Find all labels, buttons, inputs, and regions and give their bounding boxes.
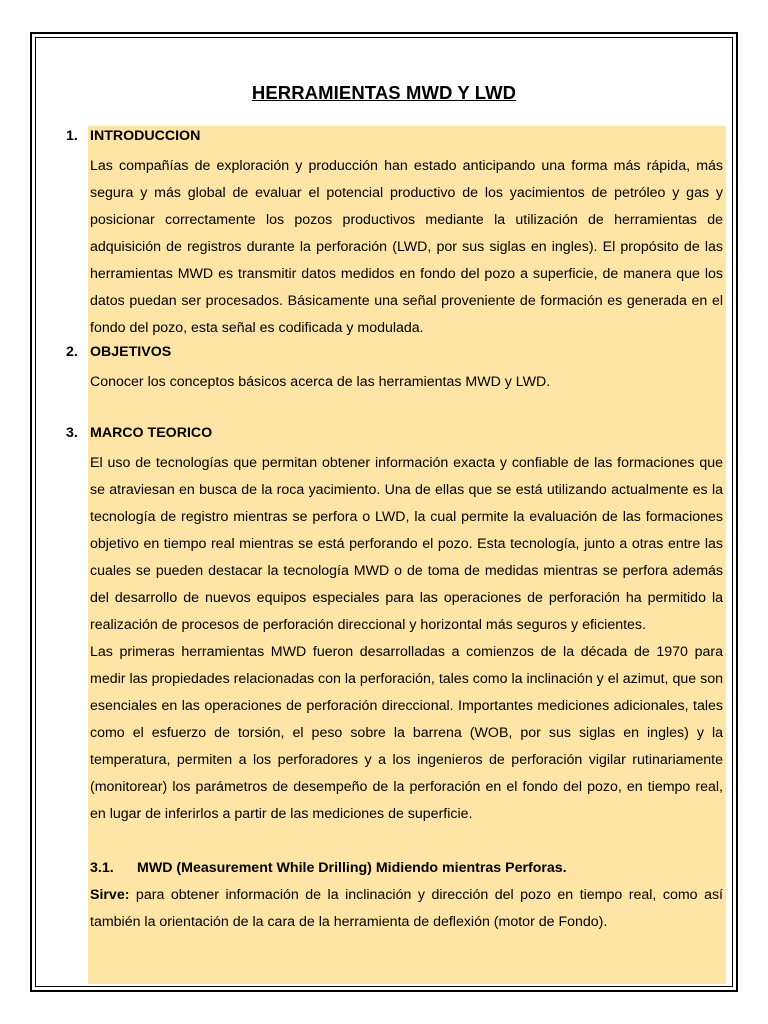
spacer — [66, 396, 723, 423]
section-heading-marco-teorico — [66, 423, 723, 450]
section-title: INTRODUCCION — [90, 128, 201, 144]
paragraph: Conocer los conceptos básicos acerca de las herramientas MWD y LWD. — [90, 374, 551, 390]
subsection-title: MWD (Measurement While Drilling) Midiendo mientras Perforas. — [137, 860, 567, 876]
section-heading-introduccion — [66, 126, 723, 153]
document-title: HERRAMIENTAS MWD Y LWD — [251, 82, 517, 103]
section-body-objetivos — [90, 369, 723, 396]
subsection-number: 3.1. — [90, 860, 114, 876]
lead-label: Sirve: — [90, 887, 130, 903]
section-title: OBJETIVOS — [90, 344, 172, 360]
paragraph: El uso de tecnologías que permitan obtener información exacta y confiable de las formaciones que se atraviesan en busca de la roca yacimiento. Una de ellas que se está utilizando actualmente es la tecnología de registro mientras se perfora o LWD, la cual permite la evaluación de las formaciones objetivo en tiempo real mientras se está perforando el pozo. Esta tecnología, junto a otras entre las cuales se pueden destacar la tecnología MWD o de toma de medidas mientras se perfora además del desarrollo de nuevos equipos especiales para las operaciones de perforación ha permitido la realización de procesos de perforación direccional y horizontal más seguros y eficientes. — [90, 455, 723, 633]
section-title: MARCO TEORICO — [90, 425, 213, 441]
section-number: 1. — [66, 128, 78, 144]
section-heading-objetivos — [66, 342, 723, 369]
section-body-marco-teorico — [90, 450, 723, 828]
subsection-body-mwd — [90, 882, 723, 936]
document-body — [66, 126, 723, 936]
spacer — [66, 828, 723, 855]
paragraph — [90, 882, 723, 936]
subsection-heading-mwd — [90, 855, 723, 882]
section-number: 3. — [66, 425, 78, 441]
section-body-introduccion — [90, 153, 723, 342]
section-number: 2. — [66, 344, 78, 360]
paragraph: Las primeras herramientas MWD fueron desarrolladas a comienzos de la década de 1970 para medir las propiedades relacionadas con la perforación, tales como la inclinación y el azimut, que son esenciales en las operaciones de perforación direccional. Importantes mediciones adicionales, tales como el esfuerzo de torsión, el peso sobre la barrena (WOB, por sus siglas en ingles) y la temperatura, permiten a los perforadores y a los ingenieros de perforación vigilar rutinariamente (monitorear) los parámetros de desempeño de la perforación en el fondo del pozo, en tiempo real, en lugar de inferirlos a partir de las mediciones de superficie. — [90, 644, 723, 822]
paragraph: Las compañías de exploración y producción han estado anticipando una forma más rápida, más segura y más global de evaluar el potencial productivo de los yacimientos de petróleo y gas y posicionar correctamente los pozos productivos mediante la utilización de herramientas de adquisición de registros durante la perforación (LWD, por sus siglas en ingles). El propósito de las herramientas MWD es transmitir datos medidos en fondo del pozo a superficie, de manera que los datos puedan ser procesados. Básicamente una señal proveniente de formación es generada en el fondo del pozo, esta señal es codificada y modulada. — [90, 158, 723, 336]
lead-text: para obtener información de la inclinación y dirección del pozo en tiempo real, como así también la orientación de la cara de la herramienta de deflexión (motor de Fondo). — [90, 887, 723, 930]
